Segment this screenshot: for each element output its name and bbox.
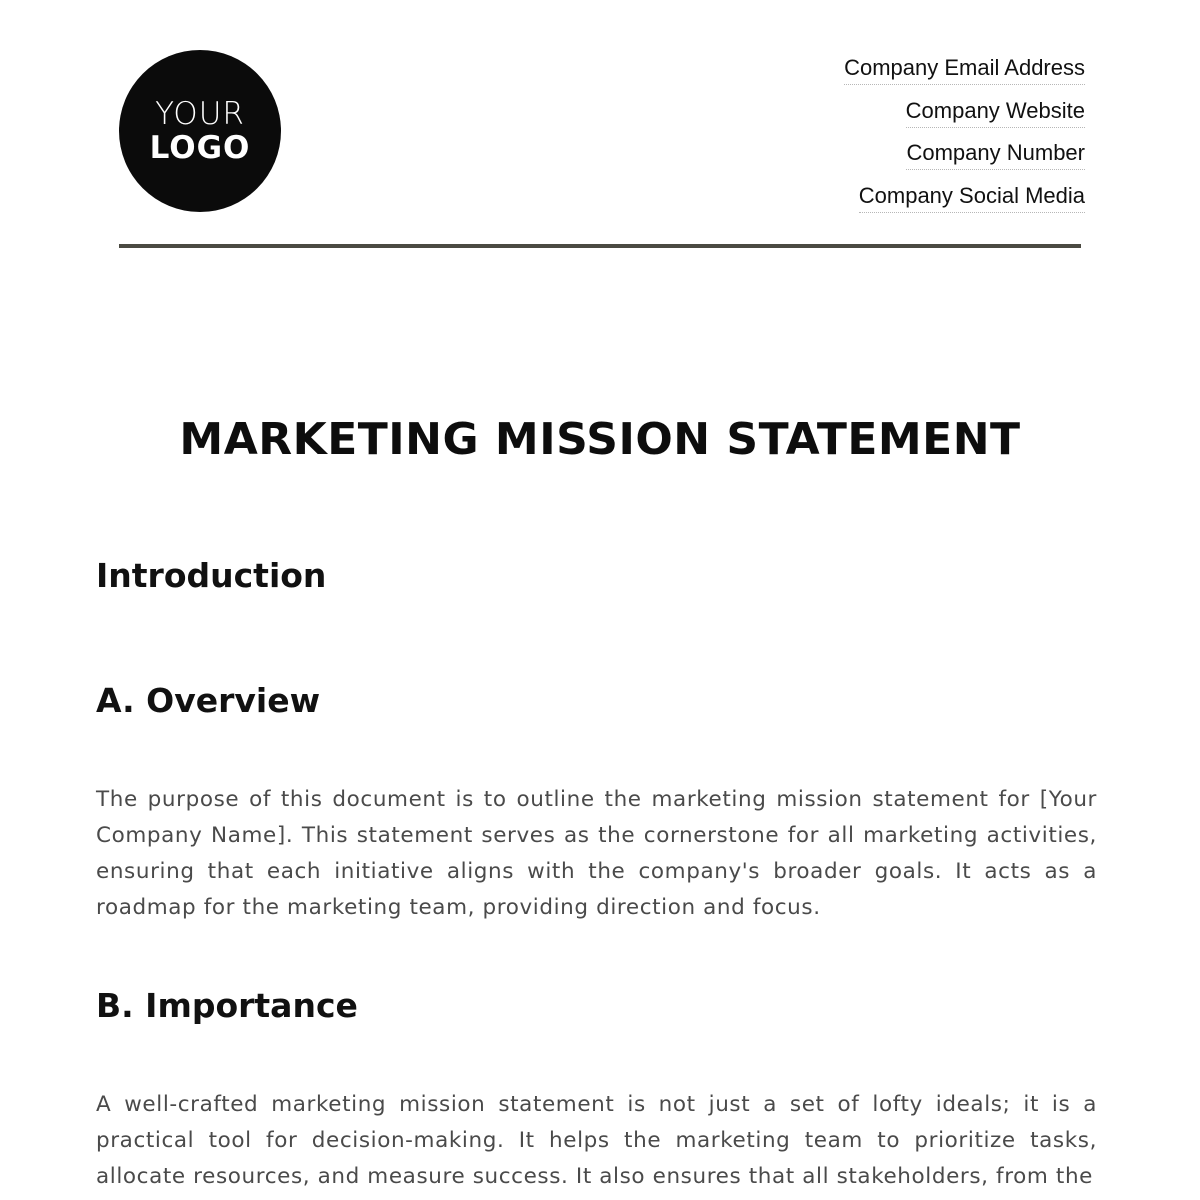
document-title: MARKETING MISSION STATEMENT [179,414,1021,465]
company-website: Company Website [906,97,1085,128]
company-social-media: Company Social Media [859,182,1085,213]
company-contact-block [844,54,1085,224]
company-email-address: Company Email Address [844,54,1085,85]
company-logo [119,50,281,212]
logo-text-your: YOUR [155,96,245,132]
importance-paragraph: A well-crafted marketing mission statement is not just a set of lofty ideals; it is a practical tool for decision-making. It helps the marketing team to prioritize tasks, allocate resources, and measure success. It also ensures that all stakeholders, from the [96,1092,1097,1189]
overview-heading: A. Overview [96,681,321,720]
introduction-heading: Introduction [96,556,327,595]
header-divider [119,244,1081,248]
overview-paragraph: The purpose of this document is to outline the marketing mission statement for [Your Company Name]. This statement serves as the cornerstone for all marketing activities, ensuring that each initiative aligns with the company's broader goals. It acts as a roadmap for the marketing team, providing direction and focus. [96,787,1097,920]
logo-text-logo: LOGO [149,130,251,166]
company-number: Company Number [906,139,1085,170]
importance-heading: B. Importance [96,986,358,1025]
